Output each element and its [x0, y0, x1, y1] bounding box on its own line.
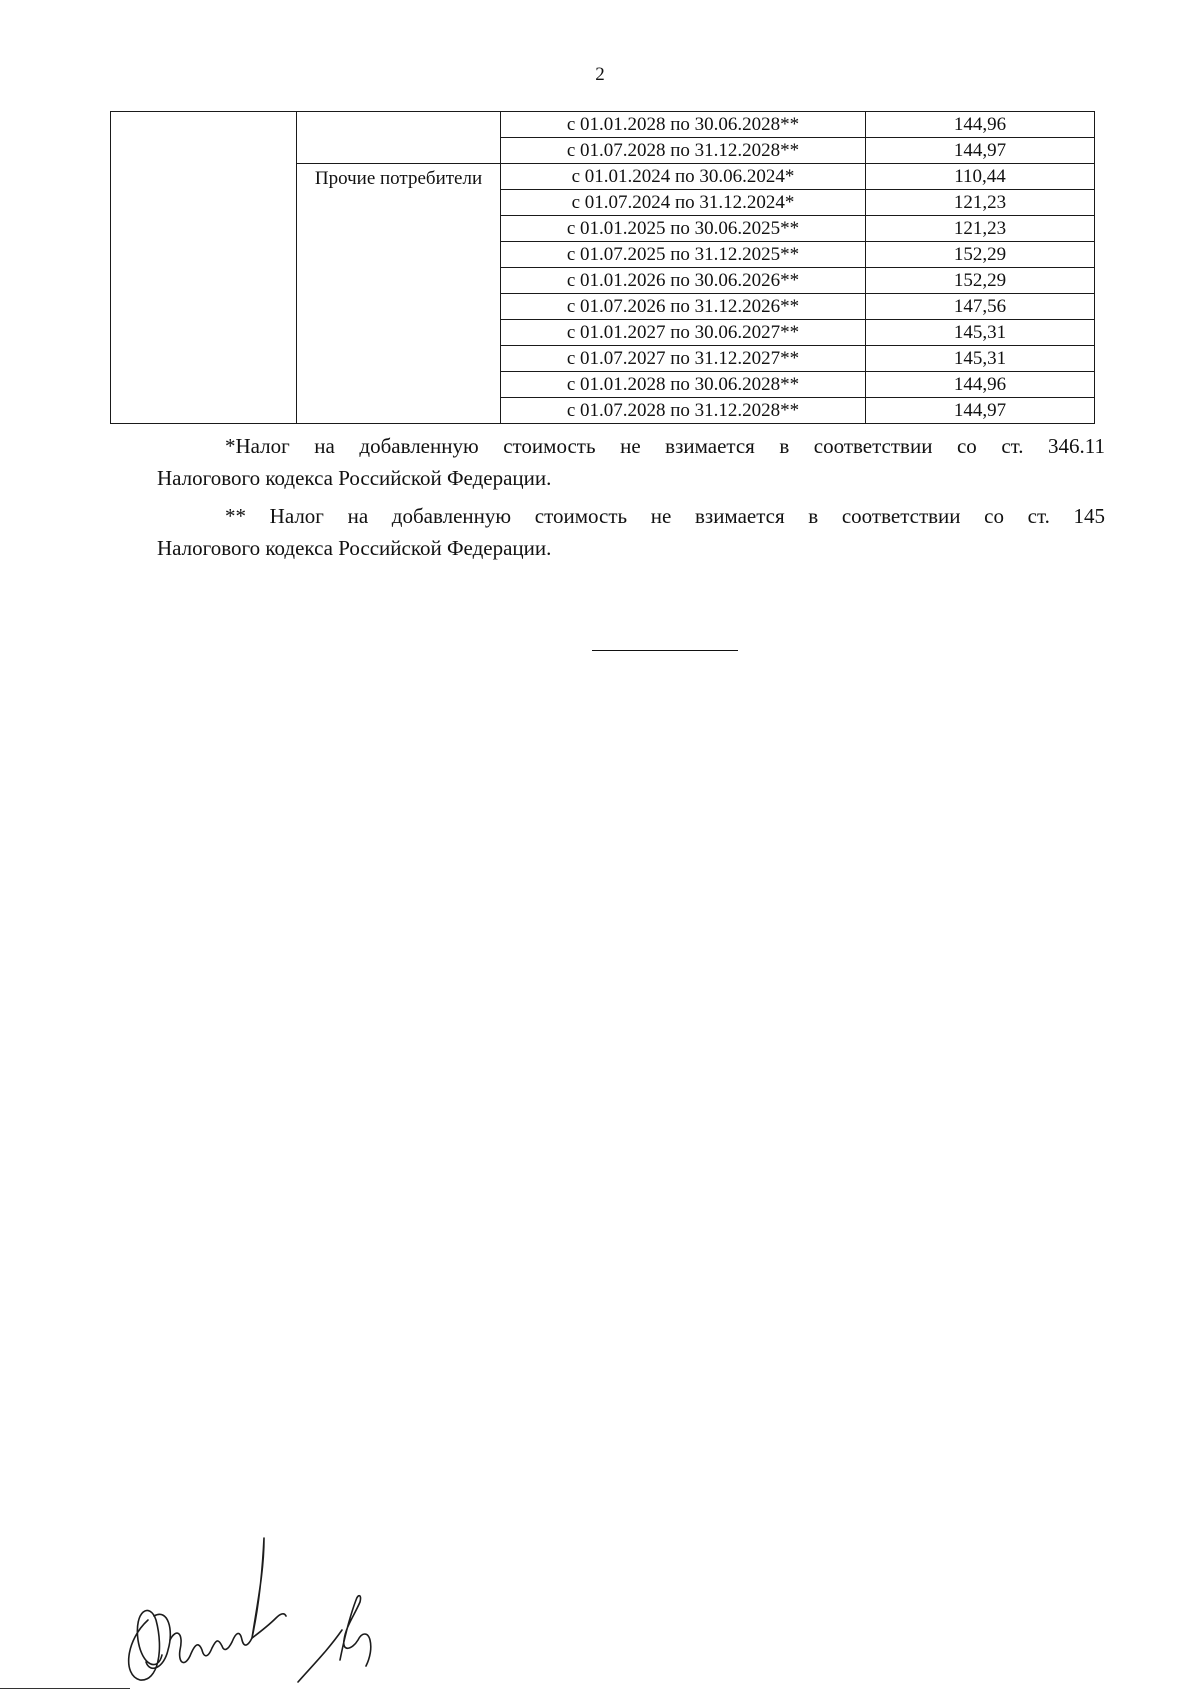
- handwritten-signature: [118, 1490, 408, 1690]
- footnote-line: Налогового кодекса Российской Федерации.: [157, 536, 552, 560]
- value-cell: 145,31: [866, 346, 1095, 372]
- period-cell: с 01.01.2028 по 30.06.2028**: [501, 112, 866, 138]
- end-of-text-rule: [592, 650, 738, 651]
- value-cell: 121,23: [866, 190, 1095, 216]
- scan-edge-rule: [0, 1688, 130, 1689]
- footnote-line: *Налог на добавленную стоимость не взимается в соответствии со ст. 346.11: [225, 434, 1105, 458]
- tariff-table: [110, 111, 1095, 424]
- footnote-vat-346: [157, 430, 1105, 494]
- value-cell: 147,56: [866, 294, 1095, 320]
- consumer-group-label: Прочие потребители: [297, 164, 501, 424]
- footnote-line: Налогового кодекса Российской Федерации.: [157, 466, 552, 490]
- period-cell: с 01.07.2025 по 31.12.2025**: [501, 242, 866, 268]
- footnote-vat-145: [157, 500, 1105, 564]
- period-cell: с 01.01.2026 по 30.06.2026**: [501, 268, 866, 294]
- value-cell: 144,96: [866, 372, 1095, 398]
- period-cell: с 01.01.2024 по 30.06.2024*: [501, 164, 866, 190]
- period-cell: с 01.07.2027 по 31.12.2027**: [501, 346, 866, 372]
- empty-group-cell: [297, 112, 501, 164]
- table-row: [111, 112, 1095, 138]
- value-cell: 144,96: [866, 112, 1095, 138]
- period-cell: с 01.01.2027 по 30.06.2027**: [501, 320, 866, 346]
- value-cell: 152,29: [866, 268, 1095, 294]
- footnote-line: ** Налог на добавленную стоимость не взимается в соответствии со ст. 145: [225, 504, 1105, 528]
- empty-category-cell: [111, 112, 297, 424]
- period-cell: с 01.07.2024 по 31.12.2024*: [501, 190, 866, 216]
- value-cell: 152,29: [866, 242, 1095, 268]
- value-cell: 110,44: [866, 164, 1095, 190]
- page-number: 2: [595, 64, 605, 85]
- period-cell: с 01.07.2028 по 31.12.2028**: [501, 138, 866, 164]
- period-cell: с 01.01.2028 по 30.06.2028**: [501, 372, 866, 398]
- value-cell: 144,97: [866, 398, 1095, 424]
- value-cell: 121,23: [866, 216, 1095, 242]
- period-cell: с 01.07.2028 по 31.12.2028**: [501, 398, 866, 424]
- period-cell: с 01.01.2025 по 30.06.2025**: [501, 216, 866, 242]
- value-cell: 144,97: [866, 138, 1095, 164]
- value-cell: 145,31: [866, 320, 1095, 346]
- period-cell: с 01.07.2026 по 31.12.2026**: [501, 294, 866, 320]
